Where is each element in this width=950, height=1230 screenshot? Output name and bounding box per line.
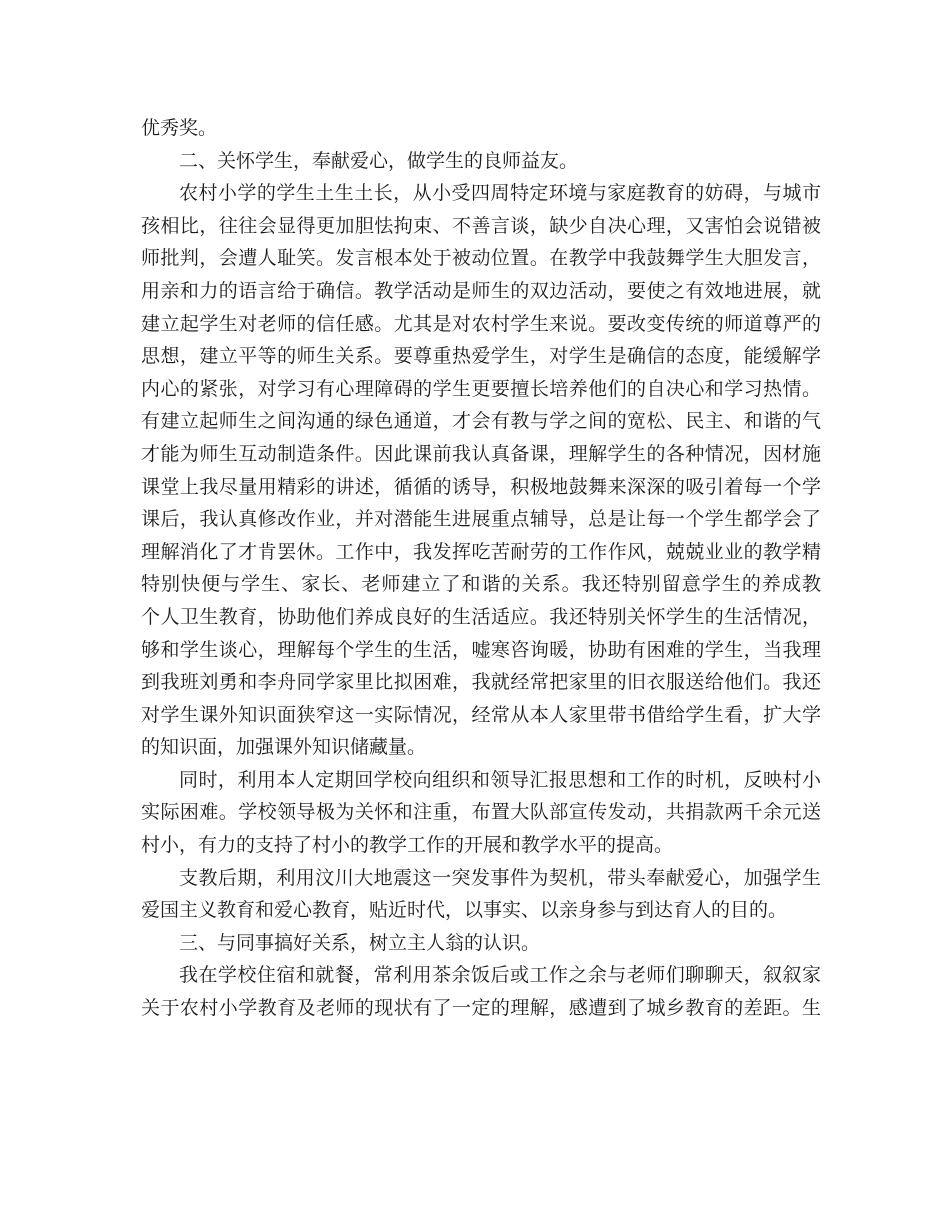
- text-line: 优秀奖。: [141, 117, 218, 139]
- text-line: 关于农村小学教育及老师的现状有了一定的理解，感遭到了城乡教育的差距。生: [141, 997, 821, 1020]
- text-line: 师批判，会遭人耻笑。发言根本处于被动位置。在教学中我鼓舞学生大胆发言，: [141, 247, 821, 270]
- text-line: 个人卫生教育，协助他们养成良好的生活适应。我还特别关怀学生的生活情况，: [141, 605, 821, 628]
- body-text: [141, 112, 821, 1025]
- text-line: 我在学校住宿和就餐，常利用茶余饭后或工作之余与老师们聊聊天，叙叙家: [179, 964, 821, 987]
- text-line: 够和学生谈心，理解每个学生的生活，嘘寒咨询暖，协助有困难的学生，当我理: [141, 638, 821, 661]
- text-line: 课后，我认真修改作业，并对潜能生进展重点辅导，总是让每一个学生都学会了: [141, 508, 821, 531]
- text-line: 建立起学生对老师的信任感。尤其是对农村学生来说。要改变传统的师道尊严的: [141, 312, 821, 335]
- text-line: 课堂上我尽量用精彩的讲述，循循的诱导，积极地鼓舞来深深的吸引着每一个学: [141, 475, 821, 498]
- text-line: 有建立起师生之间沟通的绿色通道，才会有教与学之间的宽松、民主、和谐的气: [141, 410, 821, 433]
- text-line: 孩相比，往往会显得更加胆怯拘束、不善言谈，缺少自决心理，又害怕会说错被: [141, 214, 821, 237]
- text-line: 特别快便与学生、家长、老师建立了和谐的关系。我还特别留意学生的养成教: [141, 573, 821, 596]
- text-line: 爱国主义教育和爱心教育，贴近时代，以事实、以亲身参与到达育人的目的。: [141, 899, 788, 922]
- text-line: 三、与同事搞好关系，树立主人翁的认识。: [179, 931, 541, 954]
- text-line: 思想，建立平等的师生关系。要尊重热爱学生，对学生是确信的态度，能缓解学: [141, 345, 821, 368]
- text-line: 实际困难。学校领导极为关怀和注重，布置大队部宣传发动，共捐款两千余元送: [141, 801, 821, 824]
- text-line: 对学生课外知识面狭窄这一实际情况，经常从本人家里带书借给学生看，扩大学: [141, 703, 821, 726]
- text-line: 到我班刘勇和李舟同学家里比拟困难，我就经常把家里的旧衣服送给他们。我还: [141, 671, 821, 694]
- text-line: 理解消化了才肯罢休。工作中，我发挥吃苦耐劳的工作作风，兢兢业业的教学精: [141, 540, 821, 563]
- text-line: 内心的紧张，对学习有心理障碍的学生更要擅长培养他们的自决心和学习热情。: [141, 377, 821, 400]
- text-line: 村小，有力的支持了村小的教学工作的开展和教学水平的提高。: [141, 834, 674, 857]
- text-line: 同时，利用本人定期回学校向组织和领导汇报思想和工作的时机，反映村小: [179, 768, 821, 791]
- text-line: 二、关怀学生，奉献爱心，做学生的良师益友。: [179, 149, 579, 172]
- text-line: 才能为师生互动制造条件。因此课前我认真备课，理解学生的各种情况，因材施: [141, 442, 821, 465]
- text-line: 用亲和力的语言给于确信。教学活动是师生的双边活动，要使之有效地进展，就: [141, 279, 821, 302]
- text-line: 的知识面，加强课外知识储藏量。: [141, 736, 427, 759]
- text-line: 农村小学的学生土生土长，从小受四周特定环境与家庭教育的妨碍，与城市: [179, 182, 821, 205]
- text-line: 支教后期，利用汶川大地震这一突发事件为契机，带头奉献爱心，加强学生: [179, 866, 821, 889]
